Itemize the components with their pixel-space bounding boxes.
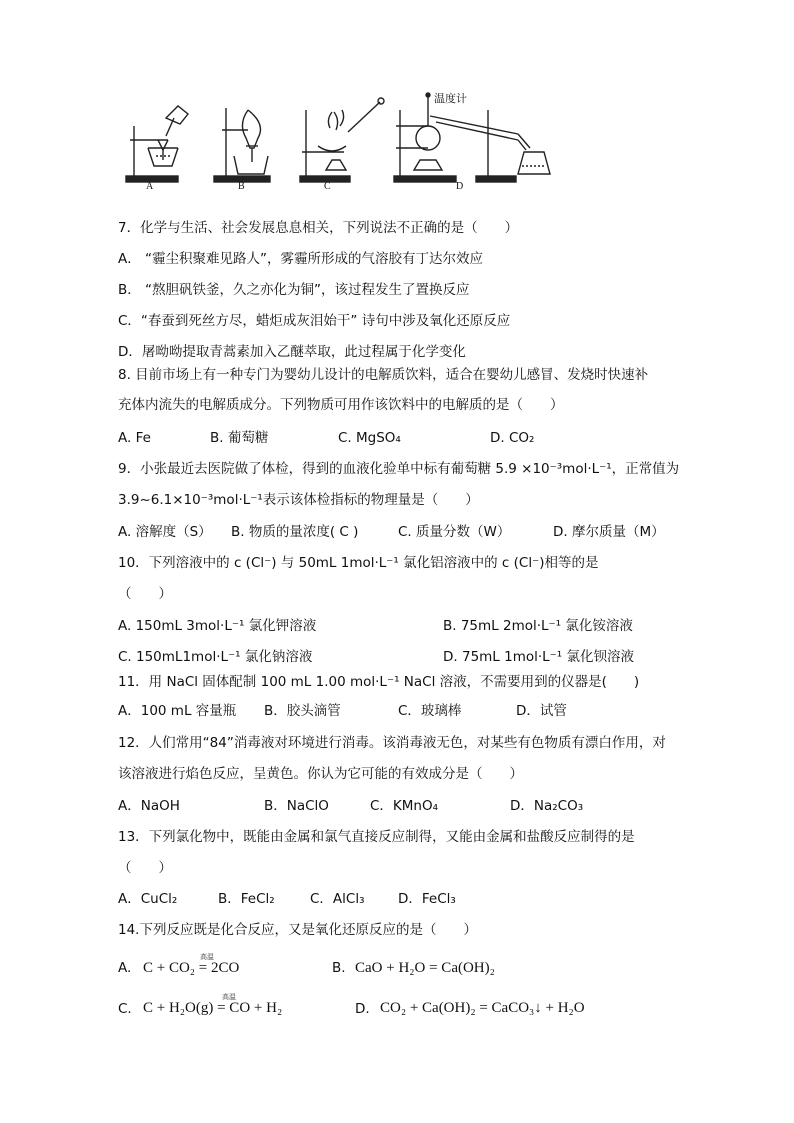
q11-option-b: B．胶头滴管 <box>264 703 341 719</box>
q9-stem-line1: 9．小张最近去医院做了体检，得到的血液化验单中标有葡萄糖 5.9 ×10⁻³mol·L⁻¹，正常值为 <box>118 461 680 477</box>
q13-stem-line1: 13．下列氯化物中，既能由金属和氯气直接反应制得，又能由金属和盐酸反应制得的是 <box>118 829 635 845</box>
q10-option-b: B. 75mL 2mol·L⁻¹ 氯化铵溶液 <box>443 618 633 634</box>
q12-stem-line2: 该溶液进行焰色反应，呈黄色。你认为它可能的有效成分是（ ） <box>118 766 523 782</box>
q10-option-c: C. 150mL1mol·L⁻¹ 氯化钠溶液 <box>118 649 313 665</box>
q14-option-a-equation: C + CO₂ = 2CO <box>143 960 240 976</box>
q13-option-a: A．CuCl₂ <box>118 891 178 907</box>
q14-option-b-label: B. <box>332 960 346 976</box>
q14-option-c-label: C. <box>118 1001 132 1017</box>
apparatus-b <box>214 108 270 182</box>
q9-option-b: B. 物质的量浓度( C ) <box>231 524 359 540</box>
q9-option-d: D. 摩尔质量（M） <box>553 524 665 540</box>
label-b: B <box>238 181 245 190</box>
apparatus-drawing <box>118 90 588 190</box>
q7-option-b: B． “熬胆矾铁釜，久之亦化为铜”，该过程发生了置换反应 <box>118 282 470 298</box>
q7-option-d: D．屠呦呦提取青蒿素加入乙醚萃取，此过程属于化学变化 <box>118 344 466 360</box>
thermometer-label: 温度计 <box>434 93 467 105</box>
apparatus-c <box>300 98 384 182</box>
q10-option-d: D. 75mL 1mol·L⁻¹ 氯化钡溶液 <box>443 649 635 665</box>
q13-option-b: B．FeCl₂ <box>218 891 275 907</box>
q8-stem-line1: 8. 目前市场上有一种专门为婴幼儿设计的电解质饮料，适合在婴幼儿感冒、发烧时快速补 <box>118 367 649 383</box>
q14-option-c-equation: C + H₂O(g) = CO + H₂ <box>143 1000 283 1016</box>
q7-option-c: C．“春蚕到死丝方尽，蜡炬成灰泪始干” 诗句中涉及氧化还原反应 <box>118 313 511 329</box>
q14-option-c-condition: 高温 <box>222 993 236 1001</box>
q12-option-a: A．NaOH <box>118 798 180 814</box>
label-d: D <box>456 181 464 190</box>
q14-option-a-label: A. <box>118 960 132 976</box>
q12-option-d: D．Na₂CO₃ <box>510 798 584 814</box>
q14-option-d-label: D. <box>355 1001 370 1017</box>
q9-option-c: C. 质量分数（W） <box>398 524 511 540</box>
q7-stem: 7．化学与生活、社会发展息息相关，下列说法不正确的是（ ） <box>118 220 519 236</box>
q8-option-a: A. Fe <box>118 430 151 446</box>
q8-stem-line2: 充体内流失的电解质成分。下列物质可用作该饮料中的电解质的是（ ） <box>118 397 564 413</box>
q14-stem: 14.下列反应既是化合反应，又是氧化还原反应的是（ ） <box>118 922 477 938</box>
q14-option-b-equation: CaO + H₂O = Ca(OH)₂ <box>355 960 495 976</box>
label-a: A <box>146 181 154 190</box>
q12-option-c: C．KMnO₄ <box>370 798 439 814</box>
q11-stem: 11．用 NaCl 固体配制 100 mL 1.00 mol·L⁻¹ NaCl 溶液，不需要用到的仪器是( ) <box>118 674 640 690</box>
apparatus-figure <box>118 90 588 190</box>
q9-stem-line2: 3.9~6.1×10⁻³mol·L⁻¹表示该体检指标的物理量是（ ） <box>118 492 479 508</box>
q8-option-d: D. CO₂ <box>490 430 535 446</box>
q11-option-a: A．100 mL 容量瓶 <box>118 703 237 719</box>
q12-stem-line1: 12．人们常用“84”消毒液对环境进行消毒。该消毒液无色，对某些有色物质有漂白作用，对 <box>118 735 666 751</box>
q12-option-b: B．NaClO <box>264 798 329 814</box>
q13-stem-line2: （ ） <box>118 860 172 876</box>
q10-stem-line1: 10．下列溶液中的 c (Cl⁻) 与 50mL 1mol·L⁻¹ 氯化铝溶液中的 c (Cl⁻)相等的是 <box>118 555 599 571</box>
q14-option-d-equation: CO₂ + Ca(OH)₂ = CaCO₃↓ + H₂O <box>380 1000 585 1016</box>
q14-option-a-condition: 高温 <box>200 953 214 961</box>
q11-option-d: D．试管 <box>516 703 567 719</box>
q8-option-c: C. MgSO₄ <box>338 430 401 446</box>
q9-option-a: A. 溶解度（S） <box>118 524 212 540</box>
apparatus-a <box>126 106 188 182</box>
label-c: C <box>324 181 331 190</box>
q13-option-d: D．FeCl₃ <box>398 891 456 907</box>
q7-option-a: A． “霾尘积聚难见路人”，雾霾所形成的气溶胶有丁达尔效应 <box>118 251 484 267</box>
q10-stem-line2: （ ） <box>118 586 172 602</box>
q8-option-b: B. 葡萄糖 <box>210 430 269 446</box>
q10-option-a: A. 150mL 3mol·L⁻¹ 氯化钾溶液 <box>118 618 317 634</box>
q11-option-c: C．玻璃棒 <box>398 703 462 719</box>
apparatus-d <box>394 93 550 182</box>
q13-option-c: C．AlCl₃ <box>310 891 365 907</box>
